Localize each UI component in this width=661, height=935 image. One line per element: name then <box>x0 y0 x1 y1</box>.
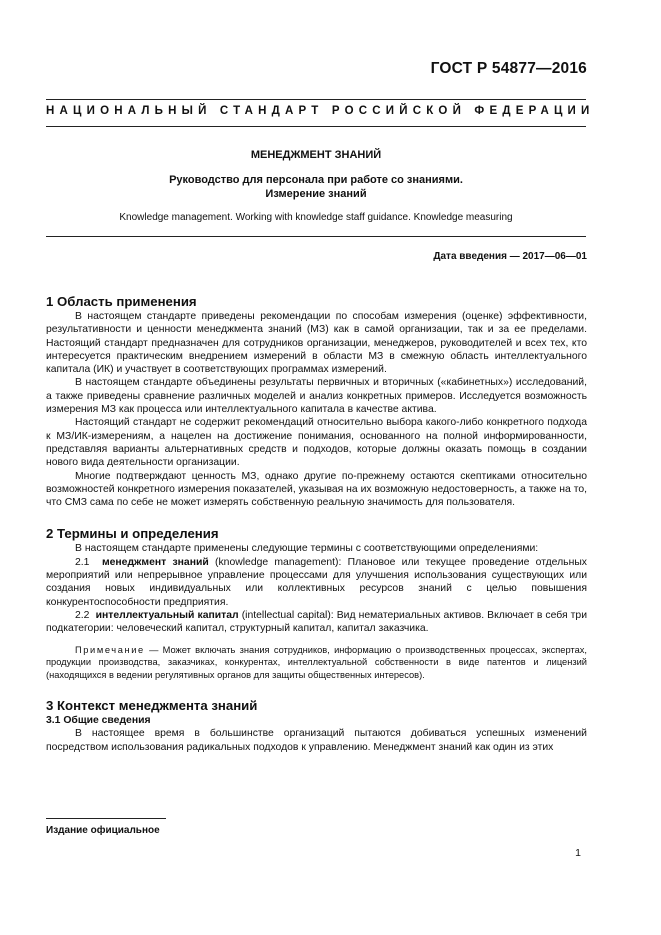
english-title: Knowledge management. Working with knowledge staff guidance. Knowledge measuring <box>119 212 513 223</box>
section-1-paragraph: Настоящий стандарт не содержит рекомендаций относительно выбора какого-либо конкретного подхода к МЗ/ИК-измерениям, а нацелен на достижение понимания, основанного на полной информированности, представляя варианты альтернативных средств и подходов, которые должны оказать помощь в создании нового вида деятельности организации. <box>46 417 587 469</box>
term-number: 2.2 <box>75 609 90 621</box>
official-edition-label: Издание официальное <box>46 825 160 836</box>
section-1-paragraph: В настоящем стандарте объединены результаты первичных и вторичных («кабинетных») исследований, а также приведены сравнение различных моделей и анализ конкретных примеров. Исследуется возможность измерения МЗ как процесса или интеллектуального капитала в качестве актива. <box>46 377 587 416</box>
term-english: (knowledge management): <box>215 556 342 568</box>
introduction-date: Дата введения — 2017—06—01 <box>433 251 587 262</box>
note <box>46 644 587 682</box>
term-name: менеджмент знаний <box>101 556 209 568</box>
term-definition-2-1 <box>46 556 587 609</box>
subtitle-line-2: Измерение знаний <box>265 188 367 200</box>
term-english: (intellectual capital): <box>241 609 334 621</box>
footer-rule <box>46 818 166 819</box>
section-1-paragraph: Многие подтверждают ценность МЗ, однако другие по-прежнему остаются скептиками относительно возможностей конкретного измерения показателей, указывая на их возможную недостоверность, а также на то, что СМЗ сама по себе не может измерять собственную реальную значимость для пользователя. <box>46 470 587 509</box>
standard-number: ГОСТ Р 54877—2016 <box>430 60 587 77</box>
subtitle-line-1: Руководство для персонала при работе со знаниями. <box>169 174 463 186</box>
term-definition-2-2 <box>46 609 587 636</box>
term-number: 2.1 <box>75 556 90 568</box>
section-2-intro: В настоящем стандарте применены следующие термины с соответствующими определениями: <box>75 543 539 555</box>
section-2-heading: 2 Термины и определения <box>46 526 219 542</box>
title-rule <box>46 236 586 237</box>
note-text: — Может включать знания сотрудников, информацию о производственных процессах, экспертах, продукции производства, заказчиках, конкурентах, интеллектуальной собственности в виде патентов и лицензий (находящихся в ведении регулятивных органов для защиты общественных интересов). <box>46 644 587 680</box>
section-1-paragraph: В настоящем стандарте приведены рекомендации по способам измерения (оценке) эффективности, результативности и ценности менеджмента знаний (МЗ) как в самой организации, так и за ее пределами. Настоящий стандарт предназначен для сотрудников организации, менеджеров, руководителей и всех тех, кто интересуется практическим внедрением измерений в области МЗ в смежную область интеллектуального капитала (ИК) и участвует в соответствующих программах измерений. <box>46 311 587 376</box>
term-name: интеллектуальный капитал <box>95 609 239 621</box>
page-number: 1 <box>575 847 581 859</box>
document-title: МЕНЕДЖМЕНТ ЗНАНИЙ <box>250 149 382 161</box>
header-rule-bottom <box>46 126 586 127</box>
term-definition-text: Вид нематериальных активов. Включает в себя три подкатегории: человеческий капитал, структурный капитал, капитал заказчика. <box>46 609 588 635</box>
section-3-heading: 3 Контекст менеджмента знаний <box>46 698 258 714</box>
document-subtitle <box>46 173 586 201</box>
section-3-paragraph: В настоящее время в большинстве организаций пытаются добиваться успешных изменений посредством использования радикальных подходов к управлению. Менеджмент знаний как один из этих <box>46 728 587 753</box>
header-rule-top <box>46 99 586 100</box>
note-label: Примечание <box>75 644 145 655</box>
national-standard-heading: НАЦИОНАЛЬНЫЙ СТАНДАРТ РОССИЙСКОЙ ФЕДЕРАЦИИ <box>46 105 595 117</box>
document-body <box>46 294 587 754</box>
subsection-3-1-heading: 3.1 Общие сведения <box>46 715 151 727</box>
section-1-heading: 1 Область применения <box>46 294 197 309</box>
term-definition-text: Плановое или текущее проведение отдельных мероприятий или непрерывное управление процессами для улучшения использования существующих или создания новых индивидуальных или коллективных ресурсов знаний с целью повышения конкурентоспособности предприятия. <box>46 556 587 608</box>
